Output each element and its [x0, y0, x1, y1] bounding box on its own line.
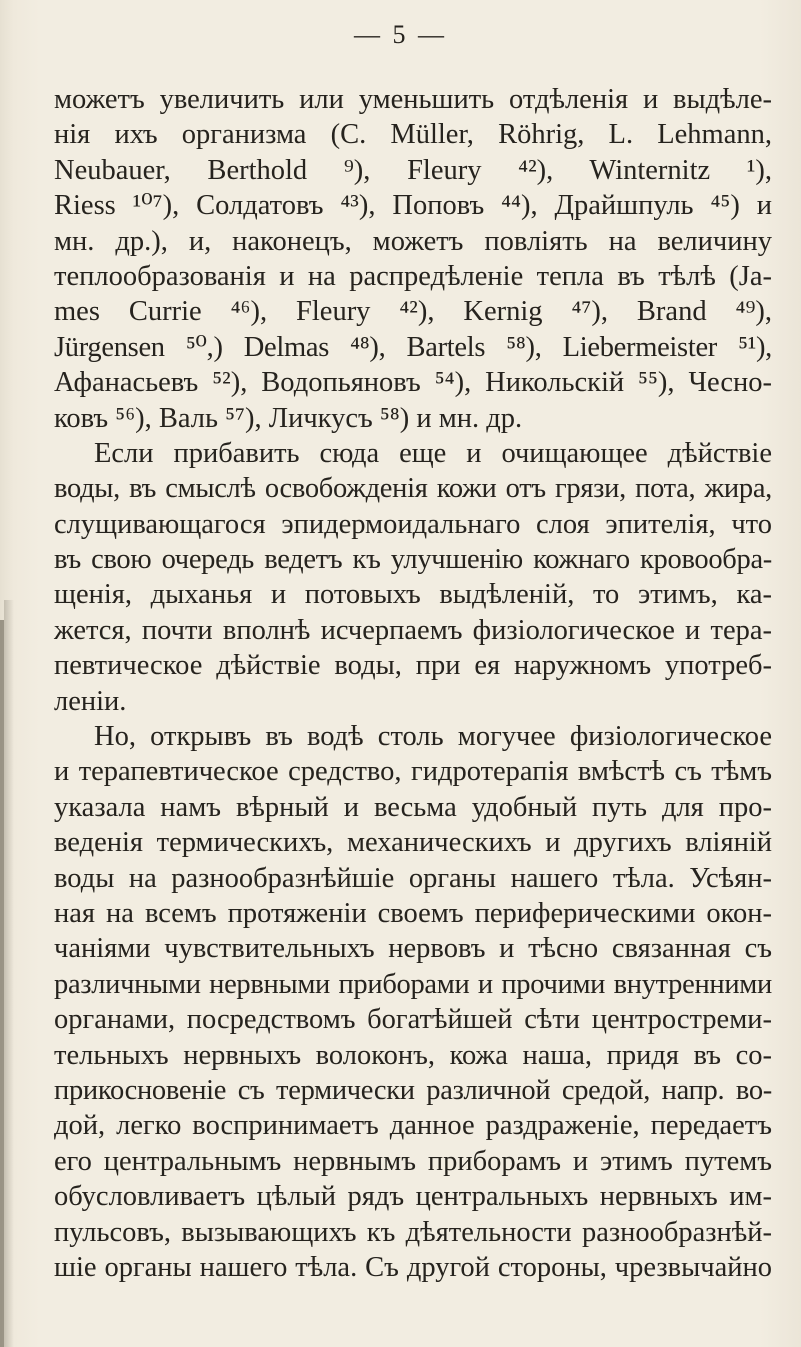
- text-line: въ свою очередь ведетъ къ улучшенію кожнаго кровообра-: [54, 544, 772, 576]
- text-line: различными нервными приборами и прочими внутренними: [54, 968, 772, 1000]
- text-line: обусловливаетъ цѣлый рядъ центральныхъ нервныхъ им-: [54, 1181, 772, 1213]
- binding-shadow: [4, 600, 14, 1347]
- text-line: шіе органы нашего тѣла. Съ другой стороны, чрезвычайно: [54, 1251, 772, 1283]
- text-line: можетъ увеличить или уменьшить отдѣленія и выдѣле-: [54, 84, 772, 115]
- text-line: прикосновеніе съ термически различной средой, напр. во-: [54, 1074, 772, 1106]
- text-line: Афанасьевъ ⁵²), Водопьяновъ ⁵⁴), Никольскій ⁵⁵), Чесно-: [54, 367, 772, 399]
- text-line: ная на всемъ протяженіи своемъ периферическими окон-: [54, 897, 772, 929]
- text-line: Jürgensen ⁵⁰,) Delmas ⁴⁸), Bartels ⁵⁸), Liebermeister ⁵¹),: [54, 331, 772, 363]
- text-line: Riess ¹⁰⁷), Солдатовъ ⁴³), Поповъ ⁴⁴), Драйшпуль ⁴⁵) и: [54, 190, 772, 222]
- binding-edge: [0, 620, 4, 1347]
- text-line: нія ихъ организма (С. Müller, Röhrig, L. Lehmann,: [54, 119, 772, 151]
- paragraph-start: Если прибавить сюда еще и очищающее дѣйствіе: [94, 437, 772, 469]
- text-line: щенія, дыханья и потовыхъ выдѣленій, то этимъ, ка-: [54, 579, 772, 611]
- text-line: воды, въ смыслѣ освобожденія кожи отъ грязи, пота, жира,: [54, 473, 772, 505]
- text-line: жется, почти вполнѣ исчерпаемъ физіологическое и тера-: [54, 614, 772, 646]
- text-line: теплообразованія и на распредѣленіе тепла въ тѣлѣ (Ja-: [54, 260, 772, 292]
- text-line: Neubauer, Berthold ⁹), Fleury ⁴²), Winternitz ¹),: [54, 154, 772, 186]
- text-line: мн. др.), и, наконецъ, можетъ повліять на величину: [54, 225, 772, 257]
- text-line: слущивающагося эпидермоидальнаго слоя эпителія, что: [54, 508, 772, 540]
- text-line: его центральнымъ нервнымъ приборамъ и этимъ путемъ: [54, 1145, 772, 1177]
- text-line: чаніями чувствительныхъ нервовъ и тѣсно связанная съ: [54, 933, 772, 965]
- text-line: тельныхъ нервныхъ волоконъ, кожа наша, придя въ со-: [54, 1039, 772, 1071]
- text-line: леніи.: [54, 685, 127, 717]
- text-line: веденія термическихъ, механическихъ и другихъ вліяній: [54, 827, 772, 859]
- text-line: воды на разнообразнѣйшіе органы нашего тѣла. Усѣян-: [54, 862, 772, 894]
- text-line: mes Currie ⁴⁶), Fleury ⁴²), Kernig ⁴⁷), Brand ⁴⁹),: [54, 296, 772, 328]
- text-line: и терапевтическое средство, гидротерапія вмѣстѣ съ тѣмъ: [54, 756, 772, 788]
- page-number: — 5 —: [354, 20, 447, 49]
- text-line: указала намъ вѣрный и весьма удобный путь для про-: [54, 791, 772, 823]
- text-line: певтическое дѣйствіе воды, при ея наружномъ употреб-: [54, 650, 772, 682]
- text-line: дой, легко воспринимаетъ данное раздраженіе, передаетъ: [54, 1110, 772, 1142]
- paragraph-start: Но, открывъ въ водѣ столь могучее физіологическое: [94, 721, 772, 753]
- body-text: [54, 82, 772, 1285]
- text-line: пульсовъ, вызывающихъ къ дѣятельности разнообразнѣй-: [54, 1216, 772, 1248]
- text-line: ковъ ⁵⁶), Валь ⁵⁷), Личкусъ ⁵⁸) и мн. др.: [54, 402, 523, 434]
- text-line: органами, посредствомъ богатѣйшей сѣти центростреми-: [54, 1004, 772, 1036]
